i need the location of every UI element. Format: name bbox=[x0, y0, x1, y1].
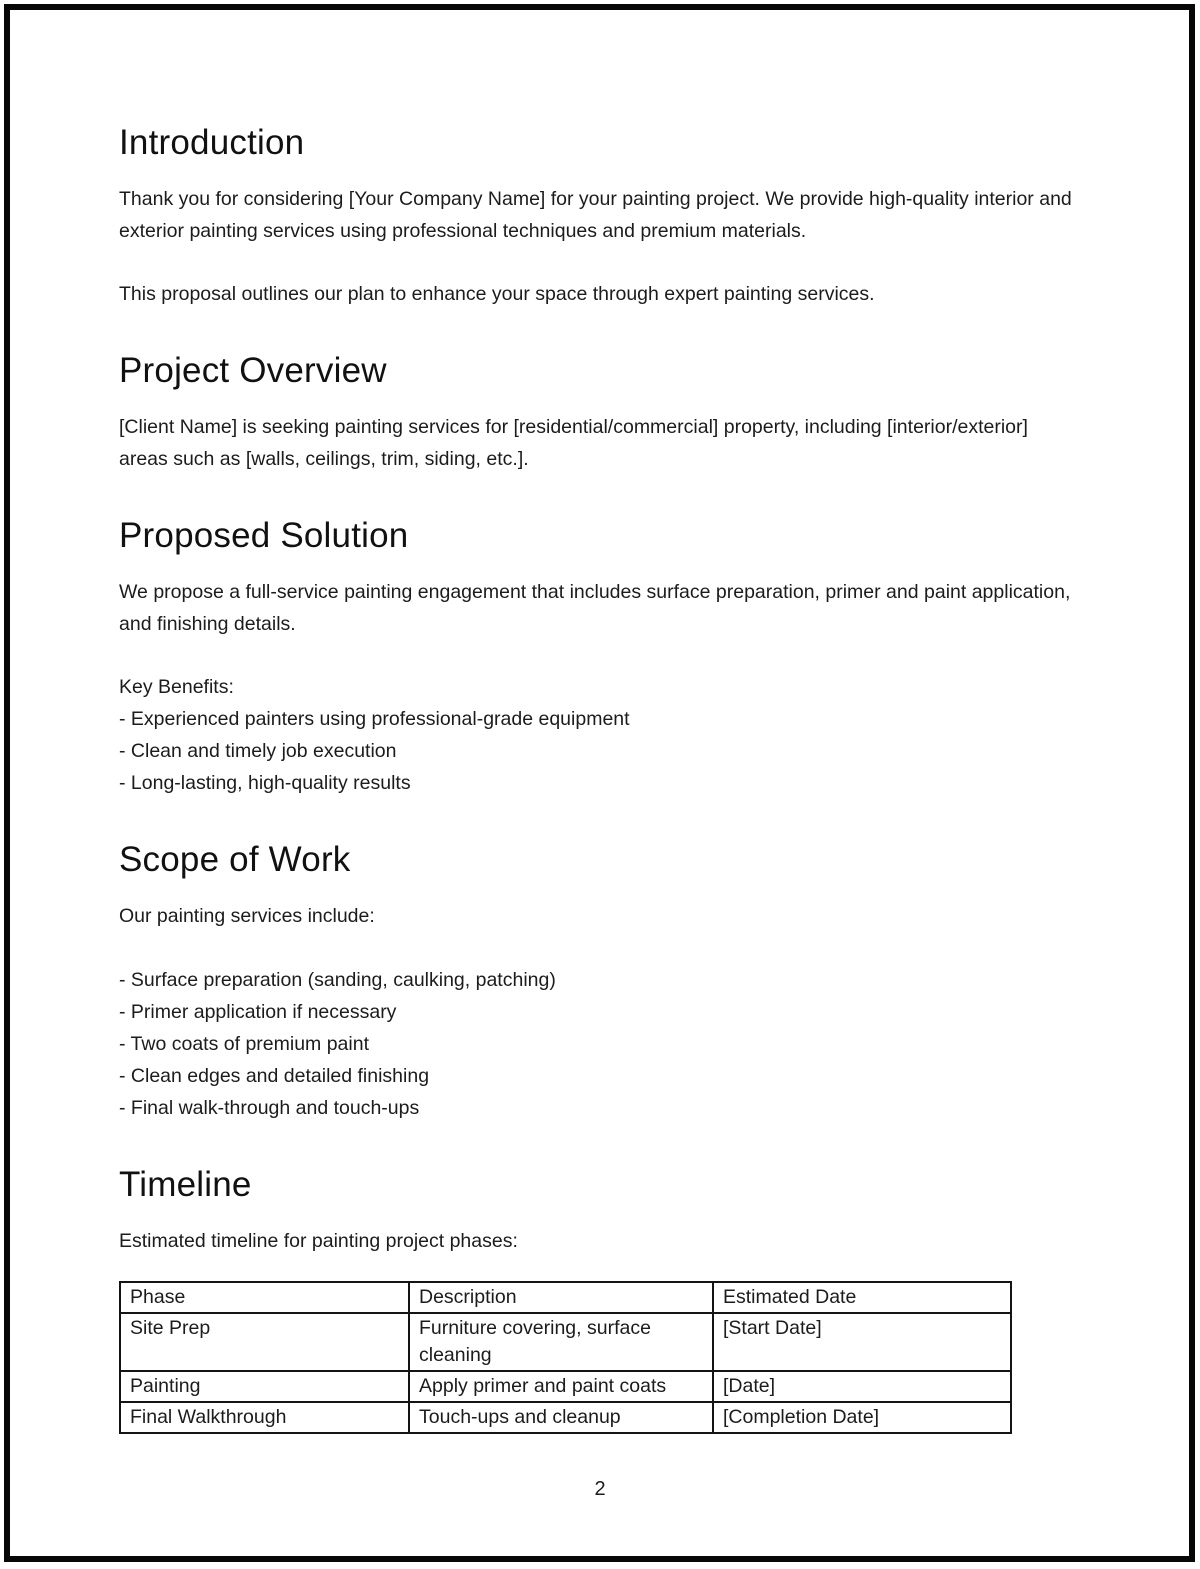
key-benefits-label: Key Benefits: bbox=[119, 676, 234, 698]
list-item: - Surface preparation (sanding, caulking, patching) bbox=[119, 969, 556, 991]
list-item: - Clean and timely job execution bbox=[119, 740, 397, 762]
scope-list bbox=[119, 964, 1081, 1124]
section-heading-project-overview: Project Overview bbox=[119, 351, 387, 390]
timeline-intro-paragraph: Estimated timeline for painting project phases: bbox=[119, 1230, 518, 1252]
scope-intro-paragraph: Our painting services include: bbox=[119, 905, 375, 927]
section-heading-scope-of-work: Scope of Work bbox=[119, 840, 351, 879]
section-heading-introduction: Introduction bbox=[119, 123, 305, 162]
table-cell-date: [Completion Date] bbox=[713, 1402, 1011, 1433]
overview-paragraph: [Client Name] is seeking painting services for [residential/commercial] property, including [interior/exterior] areas such as [walls, ceilings, trim, siding, etc.]. bbox=[119, 416, 1028, 470]
timeline-table bbox=[119, 1281, 1012, 1434]
table-cell-phase: Painting bbox=[120, 1371, 409, 1402]
list-item: - Experienced painters using professional-grade equipment bbox=[119, 708, 630, 730]
solution-paragraph: We propose a full-service painting engagement that includes surface preparation, primer and paint application, and finishing details. bbox=[119, 581, 1071, 635]
section-heading-proposed-solution: Proposed Solution bbox=[119, 516, 409, 555]
intro-paragraph-1: Thank you for considering [Your Company Name] for your painting project. We provide high-quality interior and exterior painting services using professional techniques and premium materials. bbox=[119, 188, 1072, 242]
list-item: - Clean edges and detailed finishing bbox=[119, 1065, 430, 1087]
section-scope-of-work bbox=[119, 839, 1081, 1124]
table-row bbox=[120, 1402, 1011, 1433]
list-item: - Primer application if necessary bbox=[119, 1001, 397, 1023]
table-header-row bbox=[120, 1282, 1011, 1313]
table-cell-phase: Final Walkthrough bbox=[120, 1402, 409, 1433]
list-item: - Long-lasting, high-quality results bbox=[119, 772, 411, 794]
key-benefits-list bbox=[119, 671, 1081, 799]
table-cell-description: Touch-ups and cleanup bbox=[409, 1402, 713, 1433]
table-row bbox=[120, 1371, 1011, 1402]
table-cell-date: [Start Date] bbox=[713, 1313, 1011, 1371]
section-heading-timeline: Timeline bbox=[119, 1165, 252, 1204]
table-cell-description: Apply primer and paint coats bbox=[409, 1371, 713, 1402]
intro-paragraph-2: This proposal outlines our plan to enhance your space through expert painting services. bbox=[119, 283, 875, 305]
table-header-estimated-date: Estimated Date bbox=[713, 1282, 1011, 1313]
table-cell-description: Furniture covering, surface cleaning bbox=[409, 1313, 713, 1371]
section-project-overview bbox=[119, 350, 1081, 475]
page-number: 2 bbox=[594, 1478, 606, 1500]
section-timeline bbox=[119, 1164, 1081, 1434]
table-header-description: Description bbox=[409, 1282, 713, 1313]
list-item: - Two coats of premium paint bbox=[119, 1033, 369, 1055]
section-introduction bbox=[119, 122, 1081, 310]
table-cell-phase: Site Prep bbox=[120, 1313, 409, 1371]
table-cell-date: [Date] bbox=[713, 1371, 1011, 1402]
section-proposed-solution bbox=[119, 515, 1081, 799]
table-row bbox=[120, 1313, 1011, 1371]
table-header-phase: Phase bbox=[120, 1282, 409, 1313]
list-item: - Final walk-through and touch-ups bbox=[119, 1097, 420, 1119]
